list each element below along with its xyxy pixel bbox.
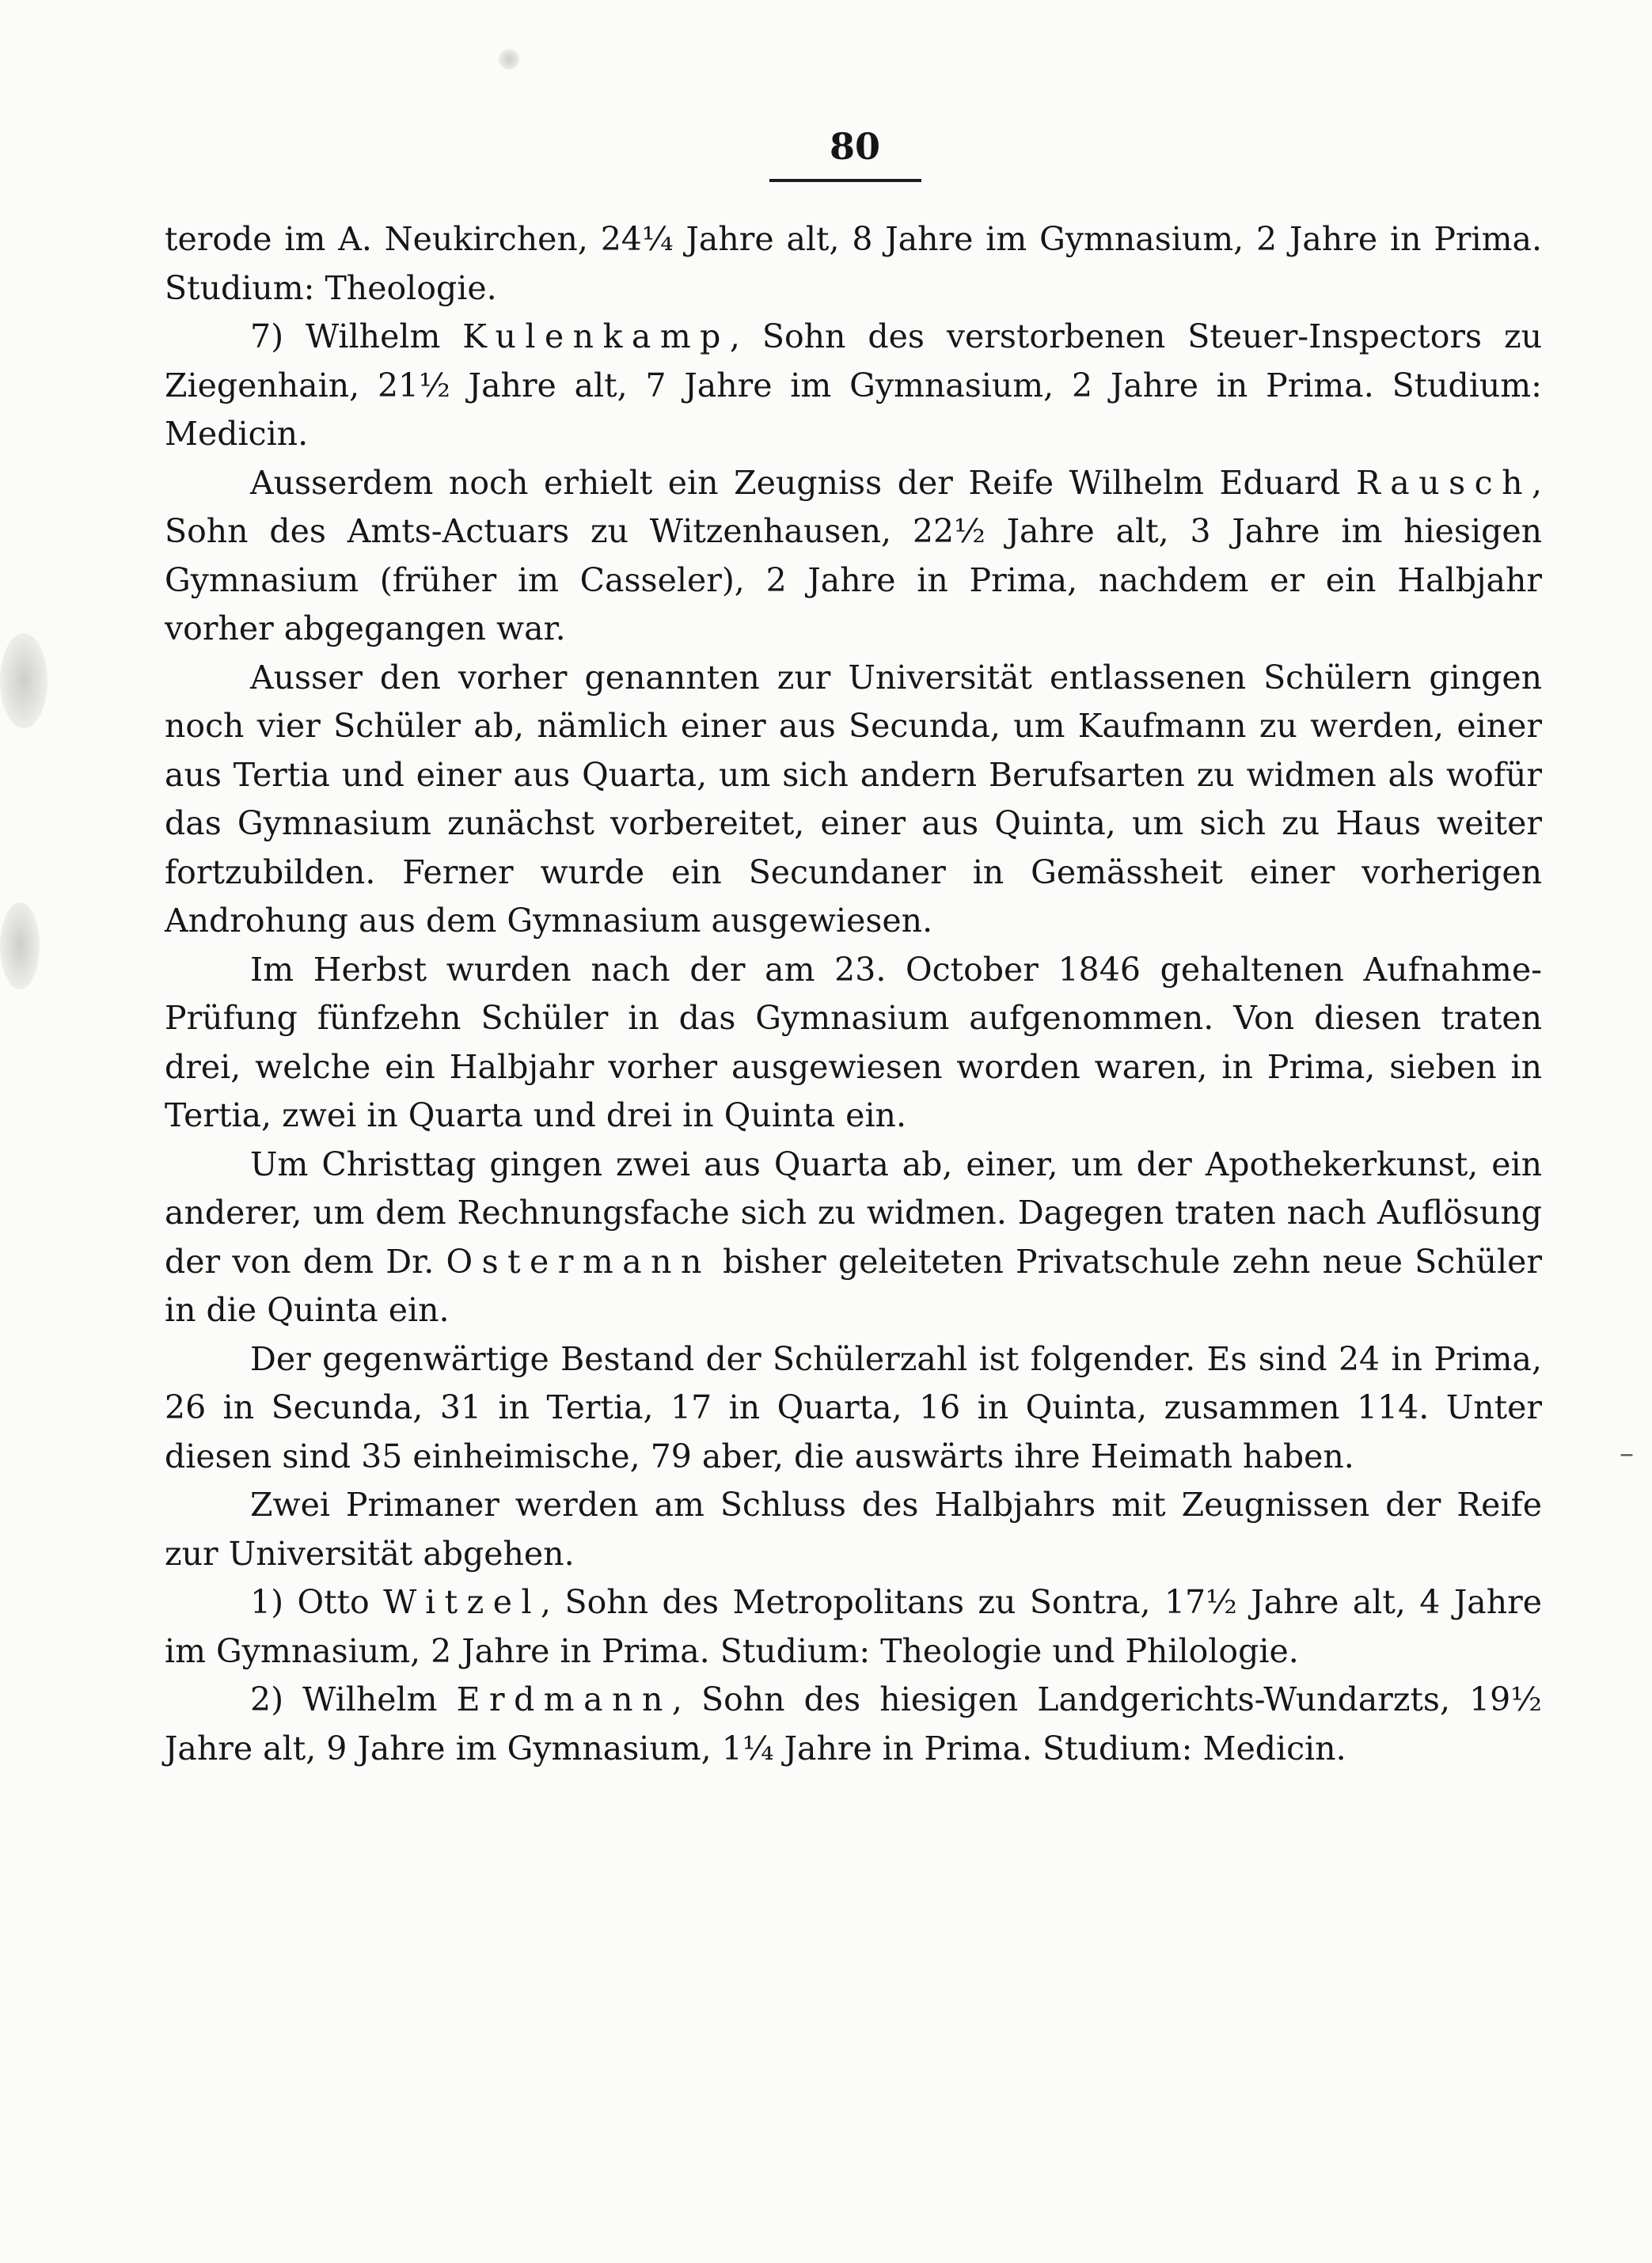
body-text xyxy=(165,215,1542,1773)
text-run: Der gegenwärtige Bestand der Schülerzahl ist folgender. Es sind 24 in Prima, 26 in Secunda, 31 in Tertia, 17 in Quarta, 16 in Quinta, zusammen 114. Unter diesen sind 35 einheimische, 79 aber, die auswärts ihre Heimath haben. xyxy=(165,1339,1542,1475)
spaced-name: Kulenkamp xyxy=(462,317,730,355)
text-run: 2) Wilhelm xyxy=(250,1680,457,1718)
paragraph xyxy=(165,1578,1542,1676)
text-run: terode im A. Neukirchen, 24¼ Jahre alt, 8 Jahre im Gymnasium, 2 Jahre in Prima. Studium: Theologie. xyxy=(165,220,1542,307)
spaced-name: Rausch xyxy=(1356,463,1532,502)
text-run: Um Christtag gingen zwei aus Quarta ab, einer, um der Apothekerkunst, ein anderer, um dem Rechnungsfache sich zu widmen. Dagegen traten nach Auflösung der von dem Dr. xyxy=(165,1145,1542,1281)
text-run: , Sohn des Metropolitans zu Sontra, 17½ Jahre alt, 4 Jahre im Gymnasium, 2 Jahre in Prima. Studium: Theologie und Philologie. xyxy=(165,1583,1542,1670)
spaced-name: Witzel xyxy=(383,1583,541,1621)
page-number: 80 xyxy=(829,125,880,168)
paragraph xyxy=(165,313,1542,459)
text-run: Ausserdem noch erhielt ein Zeugniss der Reife Wilhelm Eduard xyxy=(250,463,1356,502)
paragraph xyxy=(165,1335,1542,1482)
text-run: , Sohn des hiesigen Landgerichts-Wundarzts, 19½ Jahre alt, 9 Jahre im Gymnasium, 1¼ Jahre in Prima. Studium: Medicin. xyxy=(165,1680,1543,1767)
spaced-name: Ostermann xyxy=(446,1242,711,1281)
spaced-name: Erdmann xyxy=(456,1680,672,1718)
text-run: , Sohn des verstorbenen Steuer-Inspectors zu Ziegenhain, 21½ Jahre alt, 7 Jahre im Gymnasium, 2 Jahre in Prima. Studium: Medicin. xyxy=(165,317,1543,453)
paragraph xyxy=(165,946,1542,1141)
margin-mark: – xyxy=(1620,1437,1634,1470)
paragraph xyxy=(165,1676,1542,1773)
paper-blemish xyxy=(499,49,519,70)
header-rule xyxy=(769,179,921,182)
paragraph xyxy=(165,1481,1542,1578)
text-run: Im Herbst wurden nach der am 23. October 1846 gehaltenen Aufnahme-Prüfung fünfzehn Schüler in das Gymnasium aufgenommen. Von diesen traten drei, welche ein Halbjahr vorher ausgewiesen worden waren, in Prima, sieben in Tertia, zwei in Quarta und drei in Quinta ein. xyxy=(165,950,1542,1134)
paper-blemish xyxy=(0,633,47,728)
paragraph xyxy=(165,1141,1542,1335)
text-run: 7) Wilhelm xyxy=(250,317,463,355)
paragraph xyxy=(165,654,1542,946)
text-run: Zwei Primaner werden am Schluss des Halbjahrs mit Zeugnissen der Reife zur Universität abgehen. xyxy=(165,1486,1542,1573)
text-run: bisher geleiteten Privatschule zehn neue Schüler in die Quinta ein. xyxy=(165,1242,1542,1329)
paragraph xyxy=(165,215,1542,313)
text-run: Ausser den vorher genannten zur Universität entlassenen Schülern gingen noch vier Schüler ab, nämlich einer aus Secunda, um Kaufmann zu werden, einer aus Tertia und einer aus Quarta, um sich andern Berufsarten zu widmen als wofür das Gymnasium zunächst vorbereitet, einer aus Quinta, um sich zu Haus weiter fortzubilden. Ferner wurde ein Secundaner in Gemässheit einer vorherigen Androhung aus dem Gymnasium ausgewiesen. xyxy=(165,658,1542,940)
text-run: , Sohn des Amts-Actuars zu Witzenhausen, 22½ Jahre alt, 3 Jahre im hiesigen Gymnasium (früher im Casseler), 2 Jahre in Prima, nachdem er ein Halbjahr vorher abgegangen war. xyxy=(165,463,1542,647)
text-run: 1) Otto xyxy=(250,1583,384,1621)
paper-blemish xyxy=(0,902,40,989)
paragraph xyxy=(165,459,1542,654)
